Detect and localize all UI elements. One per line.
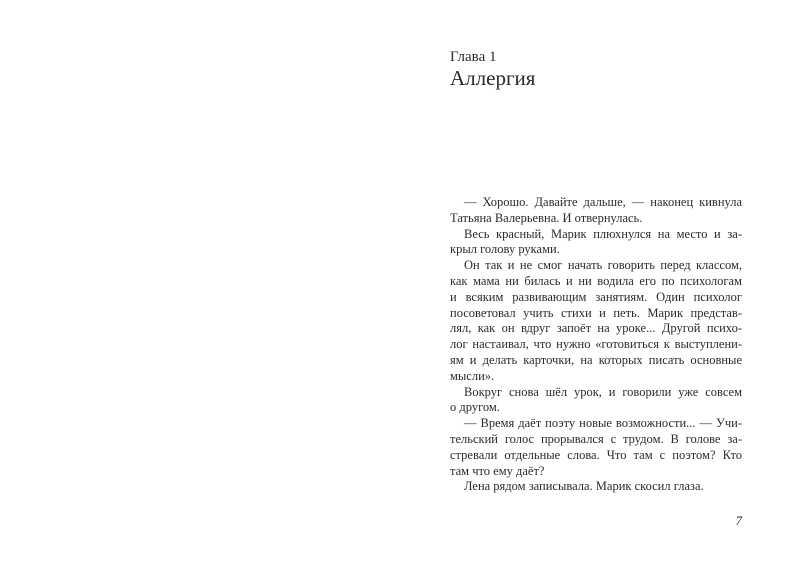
paragraph: [450, 258, 742, 384]
text-line: — Время даёт поэту новые возможности... — Учи-: [464, 416, 742, 431]
paragraph: [450, 195, 742, 227]
text-line: там что ему даёт?: [450, 463, 545, 478]
text-line: Лена рядом записывала. Марик скосил глаза.: [464, 479, 704, 494]
page-number: 7: [735, 513, 742, 528]
chapter-title: Аллергия: [450, 66, 536, 90]
text-line: как мама ни билась и ни водила его по психологам: [450, 273, 742, 288]
text-line: стревали отдельные слова. Что там с поэтом? Кто: [450, 447, 742, 462]
paragraph: [450, 385, 742, 417]
chapter-heading: [450, 49, 742, 90]
body-text: [450, 195, 742, 495]
paragraph: [450, 416, 742, 479]
text-line: о другом.: [450, 400, 500, 415]
text-line: и всяким развивающим занятиям. Один психолог: [450, 289, 742, 304]
text-line: Весь красный, Марик плюхнулся на место и за-: [464, 226, 742, 241]
text-line: лял, как он вдруг запоёт на уроке... Другой психо-: [450, 321, 742, 336]
text-line: — Хорошо. Давайте дальше, — наконец кивнула: [464, 195, 742, 209]
chapter-number: Глава 1: [450, 49, 497, 65]
text-line: Вокруг снова шёл урок, и говорили уже совсем: [464, 384, 742, 399]
text-line: посоветовал учить стихи и петь. Марик представ-: [450, 305, 742, 320]
text-line: Он так и не смог начать говорить перед классом,: [464, 258, 742, 273]
paragraph: [450, 479, 742, 495]
text-line: крыл голову руками.: [450, 242, 560, 257]
text-line: мысли».: [450, 368, 495, 383]
text-line: Татьяна Валерьевна. И отвернулась.: [450, 210, 643, 225]
text-line: ям и делать карточки, на которых писать основные: [450, 352, 742, 367]
text-line: лог настаивал, что нужно «готовиться к выступлени-: [450, 337, 742, 352]
text-line: тельский голос прорывался с трудом. В голове за-: [450, 431, 742, 446]
paragraph: [450, 227, 742, 259]
